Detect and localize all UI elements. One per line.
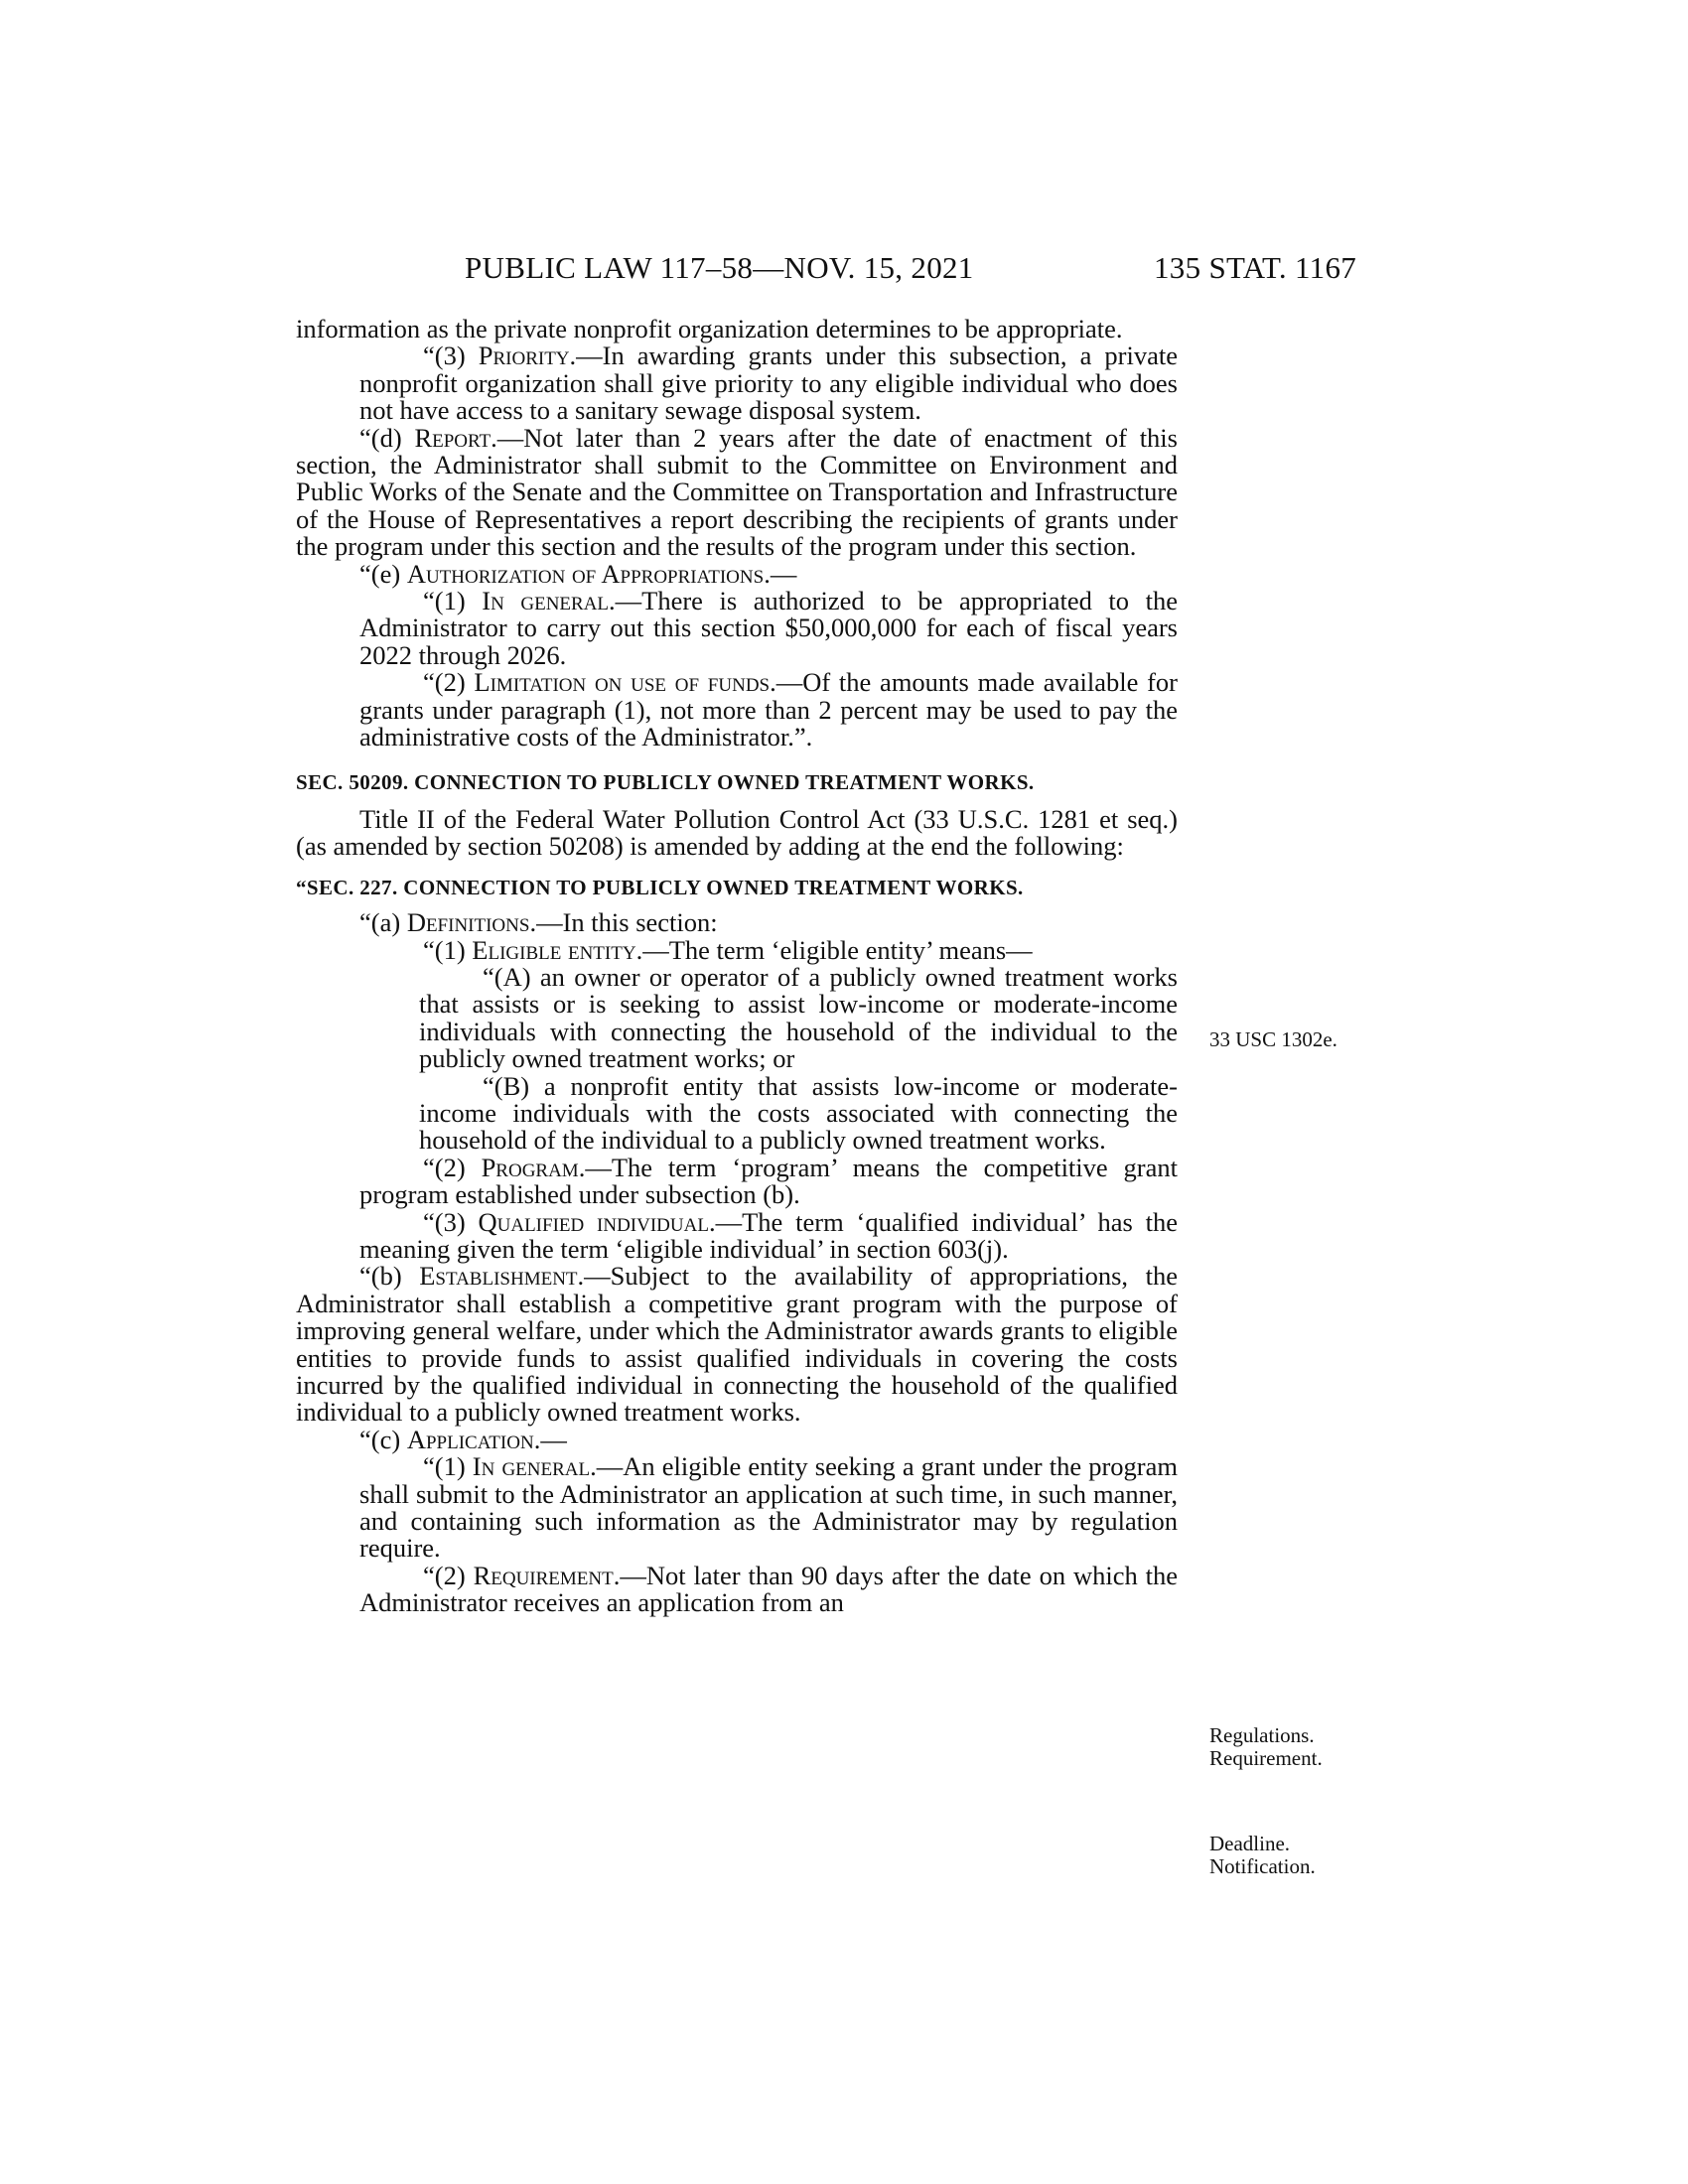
paragraph-report: “(d) Report.—Not later than 2 years after the date of enactment of this section, the Administrator shall submit to the Committee on Environment and Public Works of the Senate and the Committee on Transportation and Infrastructure of the House of Representatives a report describing the recipients of grants under the program under this section and the results of the program under this section. <box>296 422 1178 562</box>
statute-body <box>296 316 1178 1617</box>
paragraph-heading: In general <box>472 1451 591 1482</box>
margin-note-line: Regulations. <box>1209 1723 1315 1747</box>
paragraph-heading: Qualified individual <box>478 1206 709 1237</box>
paragraph-heading: Application <box>406 1424 534 1454</box>
paragraph-heading: Program <box>481 1152 579 1182</box>
paragraph-definitions: “(a) Definitions.—In this section: <box>359 907 718 938</box>
paragraph-heading: Limitation on use of funds <box>474 667 771 698</box>
paragraph-heading: Report <box>414 422 492 453</box>
subparagraph-a: “(A) an owner or operator of a publicly owned treatment works that assists or is seeking to assist low-income or moderate-income individuals with connecting the household of the individual to the publicly owned treatment works; or <box>419 961 1178 1074</box>
page-citation: 135 STAT. 1167 <box>1154 250 1357 285</box>
paragraph-heading: Authorization of Appropriations <box>406 558 765 589</box>
running-header: PUBLIC LAW 117–58—NOV. 15, 2021 <box>465 250 974 285</box>
paragraph-qualified-individual: “(3) Qualified individual.—The term ‘qualified individual’ has the meaning given the term ‘eligible individual’ in section 603(j). <box>359 1206 1178 1264</box>
margin-note-deadline <box>1209 1833 1348 1878</box>
paragraph-authorization: “(e) Authorization of Appropriations.— <box>359 558 797 589</box>
paragraph: information as the private nonprofit organization determines to be appropriate. <box>296 314 1123 343</box>
margin-note-usc: 33 USC 1302e. <box>1209 1027 1337 1051</box>
paragraph-heading: Priority <box>478 341 570 371</box>
section-heading: “SEC. 227. CONNECTION TO PUBLICLY OWNED TREATMENT WORKS. <box>296 875 1024 899</box>
paragraph-application-general: “(1) In general.—An eligible entity seeking a grant under the program shall submit to the Administrator an application at such time, in such manner, and containing such information as the Administrator may by regulation require. <box>359 1451 1179 1564</box>
paragraph-application: “(c) Application.— <box>359 1424 567 1454</box>
section-heading: SEC. 50209. CONNECTION TO PUBLICLY OWNED TREATMENT WORKS. <box>296 769 1035 794</box>
paragraph-eligible-entity: “(1) Eligible entity.—The term ‘eligible entity’ means— <box>423 934 1033 965</box>
paragraph-amendment: Title II of the Federal Water Pollution Control Act (33 U.S.C. 1281 et seq.) (as amended by section 50208) is amended by adding at the end the following: <box>296 803 1178 862</box>
paragraph-program: “(2) Program.—The term ‘program’ means the competitive grant program established under subsection (b). <box>359 1152 1178 1210</box>
paragraph-heading: Definitions <box>406 907 530 938</box>
paragraph-limitation: “(2) Limitation on use of funds.—Of the amounts made available for grants under paragraph (1), not more than 2 percent may be used to pay the administrative costs of the Administrator.”. <box>359 667 1178 752</box>
margin-note-regulations <box>1209 1724 1348 1770</box>
subparagraph-b: “(B) a nonprofit entity that assists low-income or moderate-income individuals with the costs associated with connecting the household of the individual to a publicly owned treatment works. <box>419 1070 1178 1156</box>
margin-note-line: Deadline. <box>1209 1832 1291 1855</box>
paragraph-establishment: “(b) Establishment.—Subject to the availability of appropriations, the Administrator shall establish a competitive grant program with the purpose of improving general welfare, under which the Administrator awards grants to eligible entities to provide funds to assist qualified individuals in covering the costs incurred by the qualified individual in connecting the household of the qualified individual to a publicly owned treatment works. <box>296 1261 1178 1428</box>
paragraph-priority: “(3) Priority.—In awarding grants under this subsection, a private nonprofit organization shall give priority to any eligible individual who does not have access to a sanitary sewage disposal system. <box>359 341 1178 426</box>
margin-note-line: Notification. <box>1209 1854 1316 1878</box>
paragraph-heading: Establishment <box>419 1261 578 1292</box>
paragraph-in-general: “(1) In general.—There is authorized to be appropriated to the Administrator to carry out this section $50,000,000 for each of fiscal years 2022 through 2026. <box>359 586 1178 670</box>
paragraph-requirement: “(2) Requirement.—Not later than 90 days after the date on which the Administrator receives an application from an <box>359 1560 1178 1618</box>
paragraph-heading: In general <box>482 586 610 616</box>
margin-note-line: Requirement. <box>1209 1746 1323 1770</box>
paragraph-heading: Eligible entity <box>472 934 636 965</box>
paragraph-heading: Requirement <box>473 1560 614 1590</box>
